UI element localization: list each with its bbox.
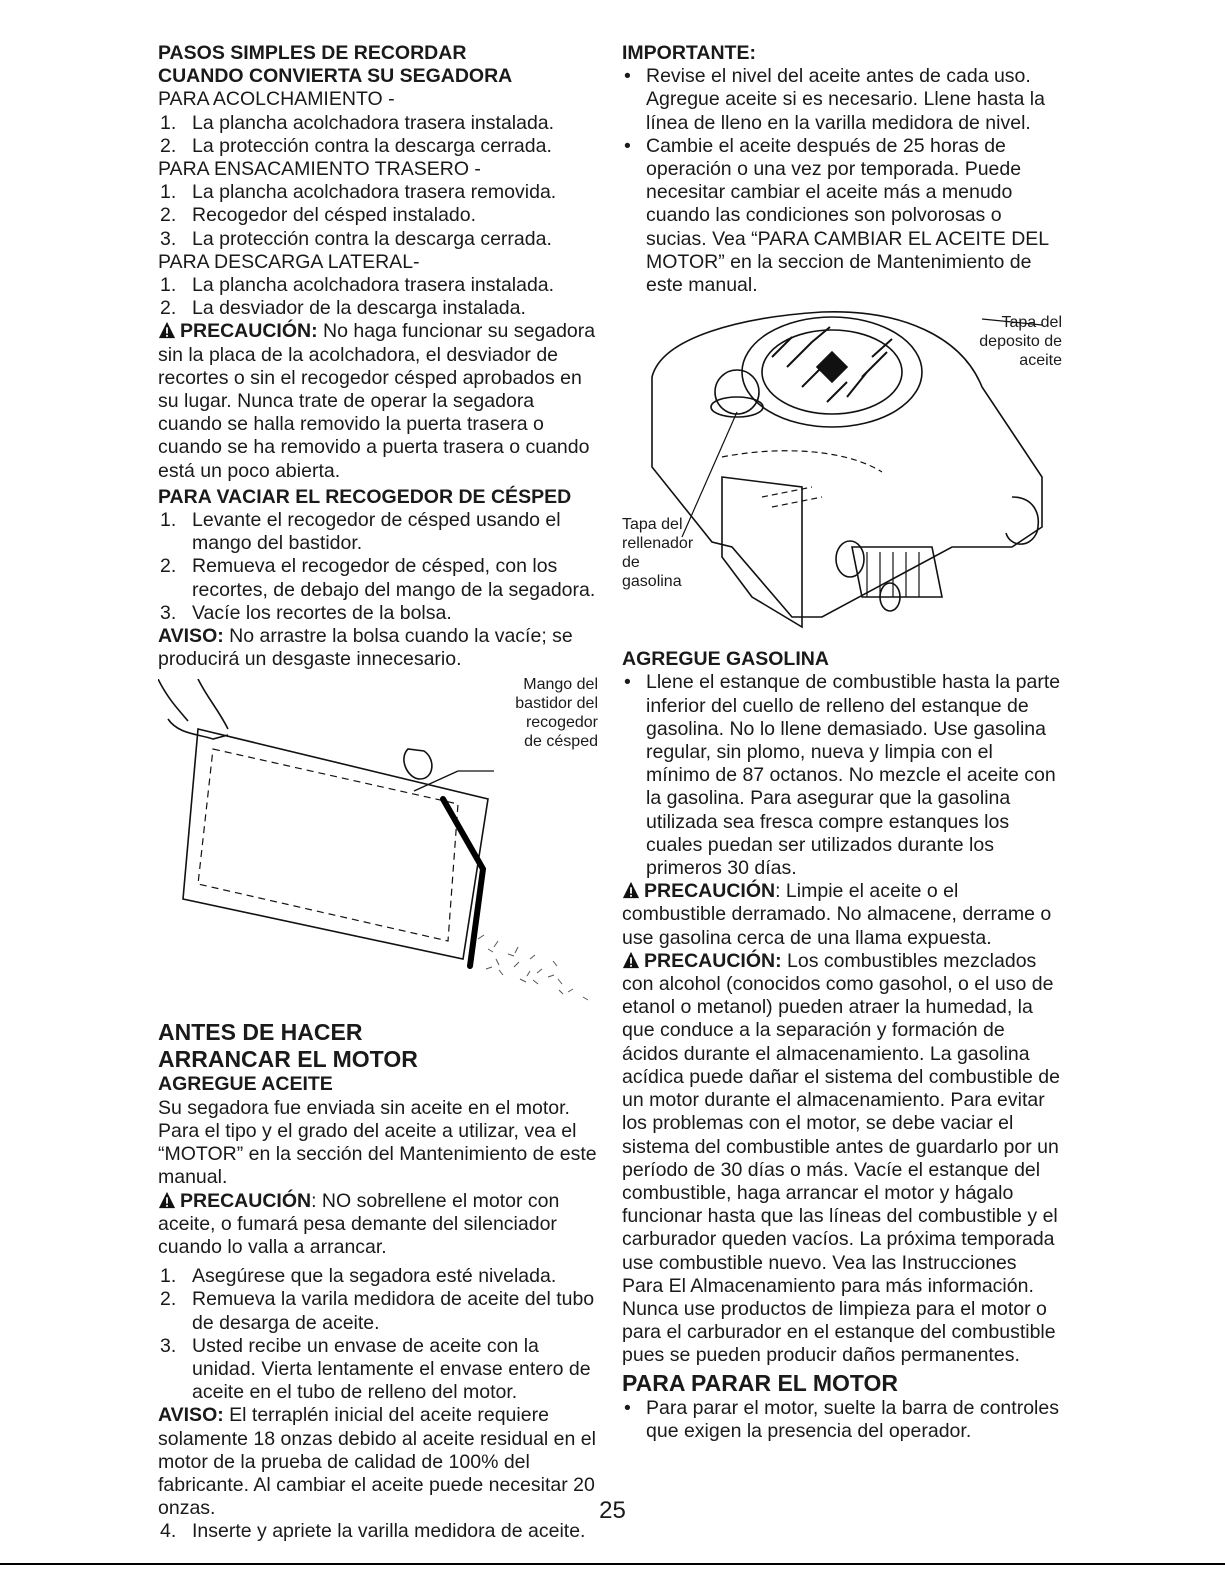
notice-paragraph: AVISO: No arrastre la bolsa cuando la vacíe; se producirá un desgaste innecesario. bbox=[158, 625, 573, 671]
bottom-rule bbox=[0, 1563, 1225, 1565]
section-heading: CUANDO CONVIERTA SU SEGADORA bbox=[158, 65, 513, 88]
list-item: 1. La plancha acolchadora trasera instalada. bbox=[160, 111, 555, 134]
list-item: • Para parar el motor, suelte la barra de controles que exigen la presencia del operador. bbox=[622, 1397, 1062, 1443]
list-item: 1. Asegúrese que la segadora esté nivelada. bbox=[160, 1265, 557, 1288]
list-item: 3. Usted recibe un envase de aceite con la unidad. Vierta lentamente el envase entero de aceite en el tubo de relleno del motor. bbox=[160, 1334, 591, 1404]
list-item: • Cambie el aceite después de 25 horas de operación o una vez por temporada. Puede necesitar cambiar el aceite más a menudo cuando las condiciones son polvorosas o sucias. Vea “PARA CAMBIAR EL ACEITE DEL MOTOR” en la seccion de Mantenimiento de este manual. bbox=[622, 135, 1062, 297]
caution-paragraph: PRECAUCIÓN: No haga funcionar su segadora sin la placa de la acolchadora, el desviador de recortes o sin el recogedor césped aprobados en su lugar. Nunca trate de operar la segadora cuando se halla removido la puerta trasera o cuando se ha removido a puerta trasera o cuando está un poco abierta. bbox=[158, 320, 596, 482]
empty-list bbox=[158, 509, 598, 625]
list-item: 2. Remueva el recogedor de césped, con los recortes, de debajo del mango de la segadora. bbox=[160, 555, 596, 601]
warning-icon bbox=[622, 881, 640, 899]
gas-cap-callout: Tapa del rellenador de gasolina bbox=[622, 516, 694, 591]
list-item: • Llene el estanque de combustible hasta la parte inferior del cuello de relleno del estanque de gasolina. No lo llene demasiado. Use gasolina regular, sin plomo, nueva y limpia con el mínimo de 87 octanos. No mezcle el aceite con la gasolina. Para asegurar que la gasolina utilizada sea fresca compre estanques los cuales puedan ser utilizados durante los primeros 30 días. bbox=[622, 671, 1062, 880]
oil-list bbox=[158, 1265, 598, 1404]
caution-paragraph: PRECAUCIÓN: NO sobrellene el motor con aceite, o fumará pesa demante del silenciador cuando lo valla a arrancar. bbox=[158, 1189, 560, 1258]
caution-paragraph: PRECAUCIÓN: Limpie el aceite o el combustible derramado. No almacene, derrame o use gasolina cerca de una llama expuesta. bbox=[622, 880, 1052, 949]
section-heading: ARRANCAR EL MOTOR bbox=[158, 1046, 418, 1073]
caution-paragraph: PRECAUCIÓN: Los combustibles mezclados con alcohol (conocidos como gasohol, o el uso de etanol o metanol) pueden atraer la humedad, la que conduce a la separación y formación de ácidos durante el almacenamiento. La gasolina acídica puede dañar el sistema del combustible de un motor durante el almacenamiento. Para evitar los problemas con el motor, se debe vaciar el sistema del combustible antes de guardarlo por un período de 30 días o más. Vacíe el estanque del combustible, haga arrancar el motor y hágalo funcionar hasta que las líneas del combustible y el carburador queden vacíos. La próxima temporada use combustible nuevo. Vea las Instrucciones Para El Almacenamiento para más información. Nunca use productos de limpieza para el motor o para el carburador en el estanque del combustible pues se pueden producir daños permanentes. bbox=[622, 949, 1060, 1367]
gas-list bbox=[622, 671, 1062, 880]
warning-icon bbox=[158, 1191, 176, 1209]
engine-figure bbox=[622, 297, 1062, 642]
list-item: 1. La plancha acolchadora trasera instalada. bbox=[160, 274, 555, 297]
subheading: PARA ACOLCHAMIENTO - bbox=[158, 88, 395, 111]
list-item: 2. Recogedor del césped instalado. bbox=[160, 204, 477, 227]
warning-icon bbox=[158, 321, 176, 339]
section-heading: ANTES DE HACER bbox=[158, 1019, 363, 1046]
list-item: 2. Remueva la varila medidora de aceite del tubo de desarga de aceite. bbox=[160, 1288, 595, 1334]
bag-list bbox=[158, 181, 598, 251]
section-heading: PARA VACIAR EL RECOGEDOR DE CÉSPED bbox=[158, 485, 572, 508]
list-item: 2. La desviador de la descarga instalada. bbox=[160, 297, 526, 320]
handle-callout: Mango del bastidor del recogedor de césped bbox=[515, 676, 598, 751]
subheading: AGREGUE ACEITE bbox=[158, 1073, 333, 1096]
warning-icon bbox=[622, 951, 640, 969]
section-heading: PASOS SIMPLES DE RECORDAR bbox=[158, 42, 467, 64]
list-item: 3. Vacíe los recortes de la bolsa. bbox=[160, 601, 452, 624]
list-item: • Revise el nivel del aceite antes de cada uso. Agregue aceite si es necesario. Llene hasta la línea de lleno en la varilla medidora de nivel. bbox=[622, 65, 1062, 135]
subheading: PARA DESCARGA LATERAL- bbox=[158, 250, 420, 273]
section-heading: AGREGUE GASOLINA bbox=[622, 648, 829, 671]
mulch-list bbox=[158, 112, 598, 158]
left-column bbox=[158, 42, 598, 1544]
list-item: 4. Inserte y apriete la varilla medidora de aceite. bbox=[160, 1520, 586, 1543]
oil-cap-callout: Tapa del deposito de aceite bbox=[979, 314, 1062, 370]
subheading: PARA ENSACAMIENTO TRASERO - bbox=[158, 158, 481, 181]
list-item: 2. La protección contra la descarga cerrada. bbox=[160, 134, 552, 157]
notice-paragraph: AVISO: El terraplén inicial del aceite requiere solamente 18 onzas debido al aceite residual en el motor de la prueba de calidad de 100% del fabricante. Al cambiar el aceite puede necesitar 20 onzas. bbox=[158, 1404, 596, 1520]
list-item: 3. La protección contra la descarga cerrada. bbox=[160, 227, 552, 250]
stop-list bbox=[622, 1397, 1062, 1443]
list-item: 1. La plancha acolchadora trasera removida. bbox=[160, 181, 557, 204]
important-list bbox=[622, 65, 1062, 297]
paragraph: Su segadora fue enviada sin aceite en el motor. Para el tipo y el grado del aceite a utilizar, vea el “MOTOR” en la sección del Mantenimiento de este manual. bbox=[158, 1096, 597, 1189]
grass-catcher-figure bbox=[158, 676, 598, 1024]
page-number: 25 bbox=[599, 1497, 626, 1524]
section-heading: IMPORTANTE: bbox=[622, 42, 756, 64]
section-heading: PARA PARAR EL MOTOR bbox=[622, 1369, 899, 1396]
right-column bbox=[622, 42, 1062, 1443]
list-item: 1. Levante el recogedor de césped usando el mango del bastidor. bbox=[160, 509, 561, 555]
side-list bbox=[158, 274, 598, 320]
